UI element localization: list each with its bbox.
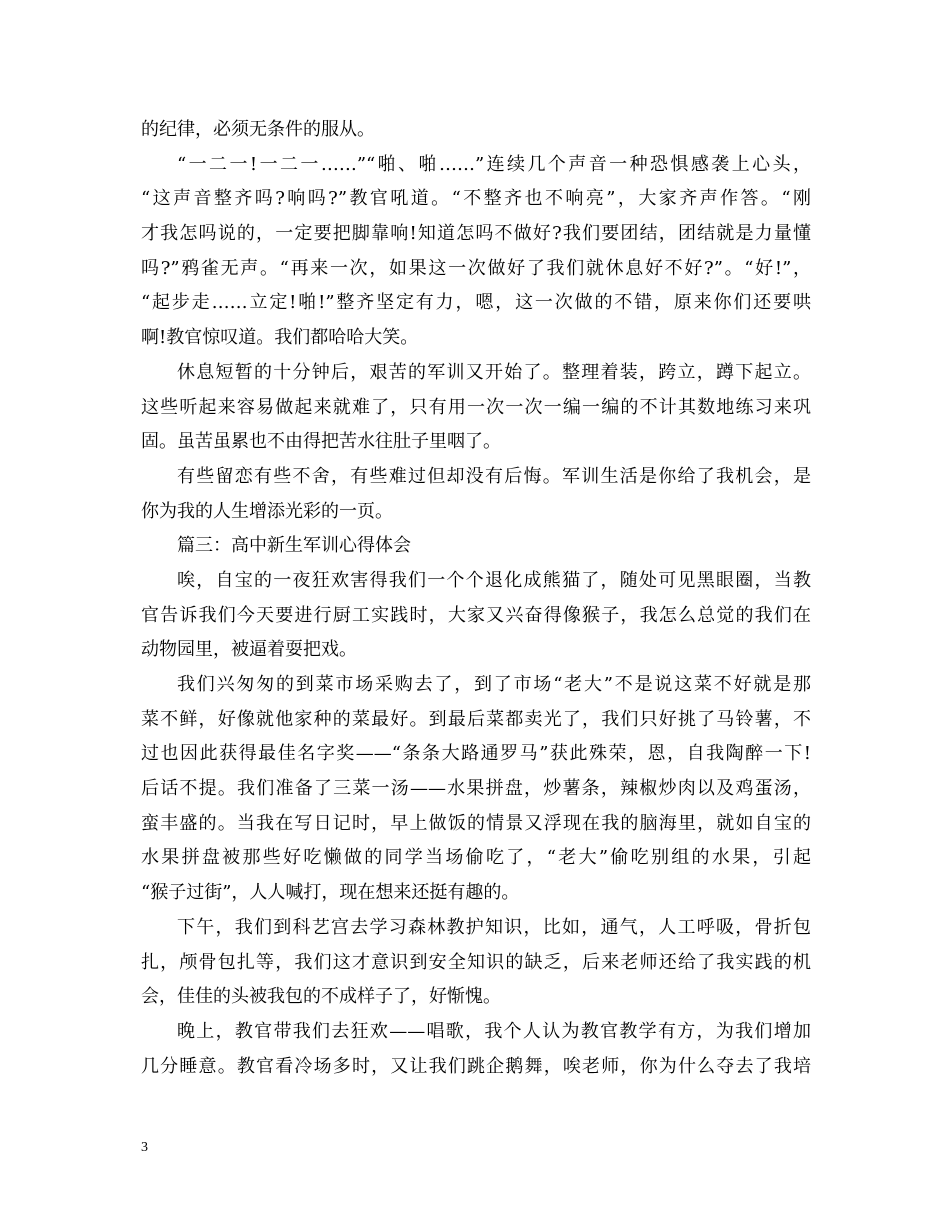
text-line: 几分睡意。教官看冷场多时，又让我们跳企鹅舞，唉老师，你为什么夺去了我培: [141, 1055, 811, 1077]
document-body: [141, 113, 811, 1084]
text-line: 这些听起来容易做起来就难了，只有用一次一次一编一编的不计其数地练习来巩: [141, 396, 811, 418]
text-line: 才我怎吗说的，一定要把脚靠响!知道怎吗不做好?我们要团结，团结就是力量懂: [141, 223, 811, 245]
text-line: 你为我的人生增添光彩的一页。: [141, 500, 393, 522]
text-line: 动物园里，被逼着耍把戏。: [141, 639, 357, 661]
text-line: 后话不提。我们准备了三菜一汤——水果拼盘，炒薯条，辣椒炒肉以及鸡蛋汤，: [141, 778, 811, 800]
page-number: 3: [141, 1140, 148, 1155]
text-line: 固。虽苦虽累也不由得把苦水往肚子里咽了。: [141, 431, 501, 453]
text-line: 蛮丰盛的。当我在写日记时，早上做饭的情景又浮现在我的脑海里，就如自宝的: [141, 812, 811, 834]
text-line: 菜不鲜，好像就他家种的菜最好。到最后菜都卖光了，我们只好挑了马铃薯，不: [141, 708, 811, 730]
text-line: 有些留恋有些不舍，有些难过但却没有后悔。军训生活是你给了我机会，是: [177, 465, 811, 487]
text-line: “一二一!一二一……”“啪、啪……”连续几个声音一种恐惧感袭上心头，: [177, 153, 811, 175]
text-line: 下午，我们到科艺宫去学习森林教护知识，比如，通气，人工呼吸，骨折包: [177, 916, 811, 938]
text-line: 的纪律，必须无条件的服从。: [141, 119, 375, 140]
text-line: 吗?”鸦雀无声。“再来一次，如果这一次做好了我们就休息好不好?”。“好!”，: [141, 257, 811, 279]
text-line: 休息短暂的十分钟后，艰苦的军训又开始了。整理着装，跨立，蹲下起立。: [177, 361, 811, 383]
text-line: 会，佳佳的头被我包的不成样子了，好惭愧。: [141, 986, 501, 1008]
text-line: 水果拼盘被那些好吃懒做的同学当场偷吃了，“老大”偷吃别组的水果，引起: [141, 847, 811, 869]
text-line: 啊!教官惊叹道。我们都哈哈大笑。: [141, 327, 419, 349]
text-line: “起步走……立定!啪!”整齐坚定有力，嗯，这一次做的不错，原来你们还要哄: [141, 292, 811, 314]
text-line: 唉，自宝的一夜狂欢害得我们一个个退化成熊猫了，随处可见黑眼圈，当教: [177, 569, 811, 591]
text-line: 官告诉我们今天要进行厨工实践时，大家又兴奋得像猴子，我怎么总觉的我们在: [141, 604, 811, 626]
text-line: 扎，颅骨包扎等，我们这才意识到安全知识的缺乏，后来老师还给了我实践的机: [141, 951, 811, 973]
text-line: 我们兴匆匆的到菜市场采购去了，到了市场“老大”不是说这菜不好就是那: [177, 674, 811, 695]
text-line: 过也因此获得最佳名字奖——“条条大路通罗马”获此殊荣，恩，自我陶醉一下!: [141, 743, 811, 765]
section-heading: 篇三：高中新生军训心得体会: [177, 535, 411, 557]
text-line: “这声音整齐吗?响吗?”教官吼道。“不整齐也不响亮”，大家齐声作答。“刚: [141, 188, 811, 210]
text-line: 晚上，教官带我们去狂欢——唱歌，我个人认为教官教学有方，为我们增加: [177, 1020, 811, 1042]
text-line: “猴子过街”，人人喊打，现在想来还挺有趣的。: [141, 882, 520, 904]
